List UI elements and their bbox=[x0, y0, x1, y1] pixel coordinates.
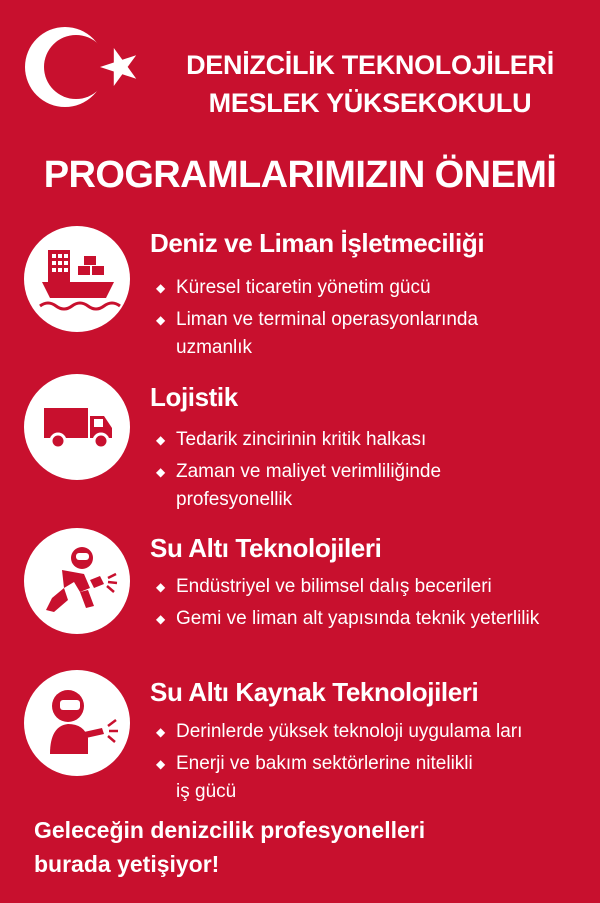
program-bullets bbox=[152, 426, 532, 518]
port-ship-icon bbox=[24, 226, 130, 332]
program-section-underwater-welding bbox=[0, 667, 600, 817]
bullet-item: ◆ Enerji ve bakım sektörlerine nitelikli iş gücü bbox=[152, 750, 476, 806]
program-bullets bbox=[152, 274, 552, 366]
bullet-item: ◆ Tedarik zincirinin kritik halkası bbox=[152, 426, 532, 454]
footer-tagline bbox=[34, 813, 594, 881]
bullet-item: ◆ Derinlerde yüksek teknoloji uygulama ları bbox=[152, 718, 592, 746]
truck-icon bbox=[24, 374, 130, 480]
bullet-item: ◆ Küresel ticaretin yönetim gücü bbox=[152, 274, 552, 302]
school-name bbox=[150, 46, 590, 122]
bullet-item: ◆ Liman ve terminal operasyonlarında uzmanlık bbox=[152, 306, 552, 362]
program-bullets bbox=[152, 718, 592, 810]
program-title: Deniz ve Liman İşletmeciliği bbox=[150, 228, 485, 258]
diver-icon bbox=[24, 528, 130, 634]
program-section-logistics bbox=[0, 374, 600, 524]
program-section-maritime-port bbox=[0, 222, 600, 372]
school-name-line1: DENİZCİLİK TEKNOLOJİLERİ bbox=[186, 50, 554, 80]
program-title: Su Altı Teknolojileri bbox=[150, 533, 382, 563]
school-name-line2: MESLEK YÜKSEKOKULU bbox=[208, 88, 532, 118]
crescent-star-icon bbox=[20, 22, 140, 112]
page-headline: PROGRAMLARIMIZIN ÖNEMİ bbox=[43, 154, 557, 196]
program-title: Lojistik bbox=[150, 382, 238, 412]
underwater-welder-icon bbox=[24, 670, 130, 776]
bullet-item: ◆ Gemi ve liman alt yapısında teknik yeterlilik bbox=[152, 605, 572, 633]
footer-line2: burada yetişiyor! bbox=[34, 851, 220, 877]
footer-line1: Geleceğin denizcilik profesyonelleri bbox=[34, 817, 426, 843]
bullet-item: ◆ Zaman ve maliyet verimliliğinde profesyonellik bbox=[152, 458, 532, 514]
bullet-item: ◆ Endüstriyel ve bilimsel dalış becerileri bbox=[152, 573, 572, 601]
program-section-underwater bbox=[0, 525, 600, 675]
program-title: Su Altı Kaynak Teknolojileri bbox=[150, 677, 479, 707]
program-bullets bbox=[152, 573, 572, 637]
